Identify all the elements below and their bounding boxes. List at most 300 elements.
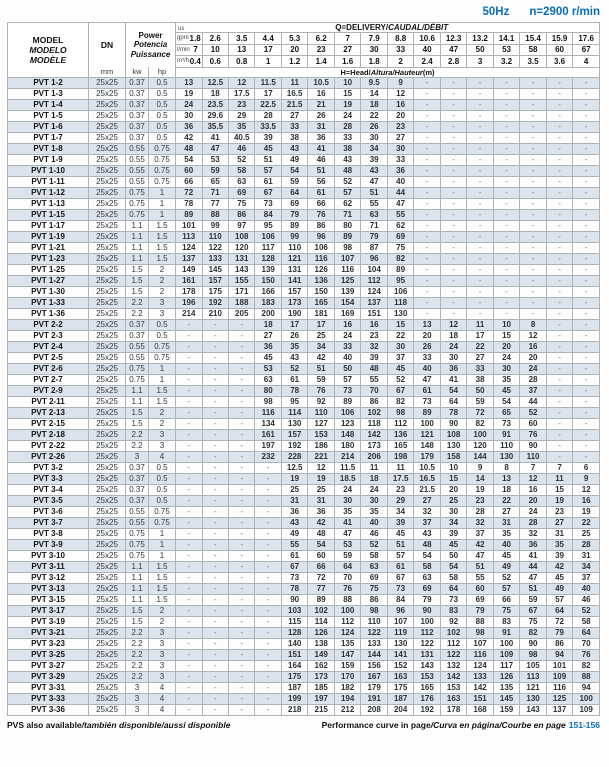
head-value-cell: 31 — [308, 495, 334, 506]
table-row — [8, 352, 600, 363]
table-row — [8, 407, 600, 418]
hp-cell: 3 — [149, 429, 176, 440]
head-value-cell: 136 — [308, 275, 334, 286]
head-value-cell: 89 — [334, 231, 360, 242]
empty-cell: - — [414, 220, 440, 231]
head-value-cell: 24 — [334, 484, 360, 495]
head-value-cell: 35 — [361, 506, 387, 517]
head-value-cell: 112 — [361, 275, 387, 286]
empty-cell: - — [573, 198, 600, 209]
hp-cell: 0.5 — [149, 121, 176, 132]
empty-cell: - — [176, 495, 202, 506]
hp-cell: 1 — [149, 187, 176, 198]
hp-cell: 0.5 — [149, 132, 176, 143]
head-value-cell: 69 — [281, 198, 307, 209]
head-value-cell: 20 — [493, 341, 519, 352]
head-value-cell: 16 — [361, 319, 387, 330]
head-value-cell: 41 — [334, 517, 360, 528]
head-value-cell: 19 — [334, 99, 360, 110]
empty-cell: - — [493, 242, 519, 253]
empty-cell: - — [228, 385, 254, 396]
model-cell: PVT 1-33 — [8, 297, 89, 308]
head-value-cell: 51 — [467, 561, 493, 572]
head-value-cell: 71 — [202, 187, 228, 198]
dn-cell: 25x25 — [89, 231, 126, 242]
empty-cell: - — [440, 286, 466, 297]
empty-cell: - — [414, 176, 440, 187]
head-value-cell: 52 — [520, 407, 546, 418]
head-value-cell: 66 — [308, 561, 334, 572]
empty-cell: - — [573, 396, 600, 407]
empty-cell: - — [573, 88, 600, 99]
model-cell: PVT 3-31 — [8, 682, 89, 693]
empty-cell: - — [546, 198, 572, 209]
head-value-cell: 72 — [176, 187, 202, 198]
table-row — [8, 77, 600, 88]
empty-cell: - — [440, 242, 466, 253]
head-value-cell: 157 — [202, 275, 228, 286]
head-value-cell: 73 — [281, 572, 307, 583]
head-value-cell: 88 — [334, 594, 360, 605]
dn-cell: 25x25 — [89, 704, 126, 715]
head-value-cell: 48 — [308, 528, 334, 539]
head-value-cell: 131 — [281, 264, 307, 275]
head-value-cell: 18 — [493, 484, 519, 495]
table-row — [8, 264, 600, 275]
units-row — [8, 67, 600, 77]
empty-cell: - — [176, 385, 202, 396]
head-value-cell: 10 — [493, 319, 519, 330]
head-value-cell: 151 — [467, 693, 493, 704]
head-value-cell: 96 — [361, 253, 387, 264]
head-value-cell: 33.5 — [255, 121, 281, 132]
table-row — [8, 286, 600, 297]
empty-cell: - — [546, 209, 572, 220]
head-value-cell: 78 — [281, 583, 307, 594]
head-value-cell: 163 — [387, 671, 413, 682]
head-value-cell: 62 — [387, 220, 413, 231]
model-cell: PVT 1-3 — [8, 88, 89, 99]
head-value-cell: 165 — [414, 682, 440, 693]
empty-cell: - — [520, 132, 546, 143]
head-value-cell: 139 — [255, 264, 281, 275]
empty-cell: - — [546, 275, 572, 286]
empty-cell: - — [176, 407, 202, 418]
dn-cell: 25x25 — [89, 693, 126, 704]
head-value-cell: 23.5 — [202, 99, 228, 110]
head-value-cell: 79 — [361, 231, 387, 242]
hp-cell: 3 — [149, 627, 176, 638]
empty-cell: - — [493, 154, 519, 165]
head-value-cell: 49 — [281, 154, 307, 165]
head-value-cell: 165 — [387, 440, 413, 451]
head-value-cell: 25 — [281, 484, 307, 495]
empty-cell: - — [493, 209, 519, 220]
head-value-cell: 35 — [493, 374, 519, 385]
head-value-cell: 65 — [202, 176, 228, 187]
head-value-cell: 18 — [255, 319, 281, 330]
empty-cell: - — [202, 539, 228, 550]
head-value-cell: 102 — [308, 605, 334, 616]
empty-cell: - — [440, 176, 466, 187]
head-value-cell: 29.6 — [202, 110, 228, 121]
empty-cell: - — [520, 253, 546, 264]
head-value-cell: 46 — [228, 143, 254, 154]
dn-cell: 25x25 — [89, 352, 126, 363]
head-value-cell: 39 — [361, 154, 387, 165]
head-value-cell: 104 — [361, 264, 387, 275]
head-value-cell: 82 — [467, 418, 493, 429]
head-value-cell: 108 — [228, 231, 254, 242]
head-value-cell: 122 — [414, 638, 440, 649]
dn-cell: 25x25 — [89, 407, 126, 418]
head-value-cell: 83 — [440, 605, 466, 616]
head-value-cell: 52 — [387, 374, 413, 385]
head-value-cell: 121 — [414, 429, 440, 440]
empty-cell: - — [176, 539, 202, 550]
dn-cell: 25x25 — [89, 495, 126, 506]
head-value-cell: 30 — [493, 363, 519, 374]
table-row — [8, 484, 600, 495]
model-cell: PVT 1-9 — [8, 154, 89, 165]
table-row — [8, 187, 600, 198]
model-cell: PVT 1-25 — [8, 264, 89, 275]
empty-cell: - — [228, 374, 254, 385]
table-body — [8, 77, 600, 715]
empty-cell: - — [414, 275, 440, 286]
head-value-cell: 12 — [308, 462, 334, 473]
table-row — [8, 330, 600, 341]
table-row — [8, 495, 600, 506]
empty-cell: - — [202, 319, 228, 330]
head-value-cell: 11 — [361, 462, 387, 473]
head-value-cell: 86 — [361, 594, 387, 605]
empty-cell: - — [546, 308, 572, 319]
model-cell: PVT 3-10 — [8, 550, 89, 561]
table-row — [8, 154, 600, 165]
model-cell: PVT 2-15 — [8, 418, 89, 429]
head-value-cell: 61 — [255, 176, 281, 187]
gpm-unit-cell — [176, 33, 202, 45]
empty-cell: - — [520, 231, 546, 242]
head-value-cell: 57 — [387, 550, 413, 561]
empty-cell: - — [440, 297, 466, 308]
head-value-cell: 156 — [361, 660, 387, 671]
empty-cell: - — [176, 638, 202, 649]
head-value-cell: 110 — [308, 407, 334, 418]
head-value-cell: 45 — [546, 572, 572, 583]
flow-m3h-value: 1.4 — [308, 56, 334, 68]
head-value-cell: 15 — [334, 88, 360, 99]
empty-cell: - — [255, 616, 281, 627]
table-row — [8, 616, 600, 627]
model-cell: PVT 3-12 — [8, 572, 89, 583]
head-value-cell: 61 — [414, 385, 440, 396]
empty-cell: - — [176, 374, 202, 385]
table-row — [8, 594, 600, 605]
table-row — [8, 561, 600, 572]
head-value-cell: 123 — [334, 418, 360, 429]
kw-cell: 1.1 — [126, 594, 149, 605]
empty-cell: - — [573, 154, 600, 165]
kw-cell: 0.37 — [126, 77, 149, 88]
empty-cell: - — [414, 187, 440, 198]
empty-cell: - — [202, 704, 228, 715]
kw-cell: 0.37 — [126, 88, 149, 99]
head-value-cell: 148 — [334, 429, 360, 440]
head-value-cell: 215 — [308, 704, 334, 715]
head-value-cell: 35.5 — [202, 121, 228, 132]
lmin-unit-cell — [176, 44, 202, 56]
head-value-cell: 137 — [176, 253, 202, 264]
empty-cell: - — [202, 682, 228, 693]
head-value-cell: 98 — [467, 627, 493, 638]
empty-cell: - — [255, 671, 281, 682]
empty-cell: - — [176, 341, 202, 352]
head-value-cell: 24 — [520, 363, 546, 374]
dn-cell: 25x25 — [89, 110, 126, 121]
head-value-cell: 45 — [493, 550, 519, 561]
head-value-cell: 159 — [493, 704, 519, 715]
dn-cell: 25x25 — [89, 561, 126, 572]
head-value-cell: 18 — [202, 88, 228, 99]
kw-cell: 2.2 — [126, 429, 149, 440]
kw-cell: 0.75 — [126, 363, 149, 374]
flow-m3h-value: 3 — [467, 56, 493, 68]
head-value-cell: 155 — [228, 275, 254, 286]
empty-cell: - — [546, 297, 572, 308]
hp-cell: 0.75 — [149, 341, 176, 352]
empty-cell: - — [573, 77, 600, 88]
kw-cell: 1.1 — [126, 242, 149, 253]
empty-cell: - — [440, 231, 466, 242]
empty-cell: - — [493, 77, 519, 88]
head-value-cell: 39 — [255, 132, 281, 143]
head-value-cell: 58 — [414, 561, 440, 572]
head-value-cell: 179 — [414, 451, 440, 462]
head-value-cell: 20 — [440, 484, 466, 495]
head-value-cell: 7 — [520, 462, 546, 473]
head-value-cell: 42 — [467, 539, 493, 550]
model-cell: PVT 3-15 — [8, 594, 89, 605]
table-row — [8, 319, 600, 330]
empty-cell: - — [520, 121, 546, 132]
head-value-cell: 141 — [281, 275, 307, 286]
head-value-cell: 167 — [361, 671, 387, 682]
empty-cell: - — [176, 616, 202, 627]
empty-cell: - — [414, 77, 440, 88]
head-value-cell: 80 — [334, 220, 360, 231]
head-value-cell: 18.5 — [334, 473, 360, 484]
head-value-cell: 190 — [281, 308, 307, 319]
head-value-cell: 65 — [493, 407, 519, 418]
head-value-cell: 100 — [493, 638, 519, 649]
head-value-cell: 86 — [361, 396, 387, 407]
head-value-cell: 35 — [228, 121, 254, 132]
head-value-cell: 86 — [228, 209, 254, 220]
head-value-cell: 199 — [281, 693, 307, 704]
empty-cell: - — [202, 451, 228, 462]
head-value-cell: 51 — [520, 583, 546, 594]
head-value-cell: 152 — [387, 660, 413, 671]
hp-cell: 3 — [149, 297, 176, 308]
empty-cell: - — [493, 143, 519, 154]
head-value-cell: 19 — [467, 484, 493, 495]
head-value-cell: 90 — [520, 440, 546, 451]
table-row — [8, 528, 600, 539]
empty-cell: - — [467, 308, 493, 319]
dn-cell: 25x25 — [89, 682, 126, 693]
hp-cell: 2 — [149, 286, 176, 297]
empty-cell: - — [493, 220, 519, 231]
head-value-cell: 15 — [387, 319, 413, 330]
empty-cell: - — [573, 385, 600, 396]
head-value-cell: 25 — [440, 495, 466, 506]
dn-cell: 25x25 — [89, 308, 126, 319]
dn-cell: 25x25 — [89, 506, 126, 517]
head-value-cell: 181 — [308, 308, 334, 319]
model-cell: PVT 3-4 — [8, 484, 89, 495]
empty-cell: - — [520, 110, 546, 121]
m3h-unit-cell — [176, 56, 202, 68]
empty-cell: - — [467, 209, 493, 220]
head-value-cell: 72 — [467, 407, 493, 418]
head-value-cell: 89 — [387, 264, 413, 275]
dn-cell: 25x25 — [89, 605, 126, 616]
head-value-cell: 180 — [334, 440, 360, 451]
empty-cell: - — [202, 627, 228, 638]
flow-lmin-value: 40 — [414, 44, 440, 56]
lmin-first-value: 7 — [193, 45, 198, 55]
flow-m3h-value: 3.6 — [546, 56, 572, 68]
empty-cell: - — [228, 473, 254, 484]
flow-gpm-value: 8.8 — [387, 33, 413, 45]
head-value-cell: 51 — [308, 363, 334, 374]
table-row — [8, 385, 600, 396]
head-value-cell: 7 — [546, 462, 572, 473]
dn-cell: 25x25 — [89, 440, 126, 451]
model-column-header: MODEL MODELO MODÈLE — [8, 23, 89, 78]
head-value-cell: 69 — [387, 231, 413, 242]
hp-cell: 3 — [149, 660, 176, 671]
table-row — [8, 396, 600, 407]
head-value-cell: 11.5 — [334, 462, 360, 473]
head-value-cell: 169 — [334, 308, 360, 319]
head-value-cell: 40 — [573, 583, 600, 594]
head-value-cell: 121 — [281, 253, 307, 264]
empty-cell: - — [176, 319, 202, 330]
head-value-cell: 79 — [281, 209, 307, 220]
empty-cell: - — [202, 660, 228, 671]
head-value-cell: 6 — [573, 462, 600, 473]
empty-cell: - — [440, 220, 466, 231]
us-unit-label: us — [178, 26, 185, 32]
hp-cell: 1.5 — [149, 385, 176, 396]
head-value-cell: 194 — [334, 693, 360, 704]
head-value-cell: 69 — [467, 594, 493, 605]
head-value-cell: 103 — [281, 605, 307, 616]
head-value-cell: 53 — [334, 539, 360, 550]
empty-cell: - — [467, 286, 493, 297]
head-value-cell: 117 — [255, 242, 281, 253]
empty-cell: - — [493, 88, 519, 99]
head-value-cell: 33 — [387, 154, 413, 165]
dn-cell: 25x25 — [89, 341, 126, 352]
head-value-cell: 59 — [202, 165, 228, 176]
empty-cell: - — [467, 165, 493, 176]
head-value-cell: 32 — [467, 517, 493, 528]
head-value-cell: 21 — [308, 99, 334, 110]
empty-cell: - — [414, 264, 440, 275]
head-value-cell: 18 — [361, 99, 387, 110]
head-value-cell: 176 — [414, 693, 440, 704]
dn-column-header: DN — [89, 23, 126, 68]
table-row — [8, 121, 600, 132]
head-value-cell: 86 — [308, 220, 334, 231]
flow-gpm-value: 4.4 — [255, 33, 281, 45]
head-value-cell: 34 — [440, 517, 466, 528]
empty-cell: - — [176, 627, 202, 638]
empty-cell: - — [228, 451, 254, 462]
head-value-cell: 51 — [361, 187, 387, 198]
empty-cell: - — [176, 572, 202, 583]
model-cell: PVT 3-36 — [8, 704, 89, 715]
head-value-cell: 137 — [361, 297, 387, 308]
head-value-cell: 19 — [281, 473, 307, 484]
dn-cell: 25x25 — [89, 572, 126, 583]
table-row — [8, 418, 600, 429]
model-cell: PVT 3-3 — [8, 473, 89, 484]
empty-cell: - — [440, 308, 466, 319]
head-value-cell: 30 — [440, 506, 466, 517]
head-value-cell: 127 — [308, 418, 334, 429]
empty-cell: - — [255, 561, 281, 572]
head-value-cell: 48 — [361, 363, 387, 374]
dn-cell: 25x25 — [89, 451, 126, 462]
head-value-cell: 49 — [281, 528, 307, 539]
hp-cell: 1 — [149, 539, 176, 550]
head-value-cell: 69 — [228, 187, 254, 198]
empty-cell: - — [176, 550, 202, 561]
table-row — [8, 363, 600, 374]
kw-cell: 1.1 — [126, 253, 149, 264]
flow-m3h-value: 1.6 — [334, 56, 360, 68]
empty-cell: - — [414, 132, 440, 143]
empty-cell: - — [414, 88, 440, 99]
head-value-cell: 145 — [493, 693, 519, 704]
head-value-cell: 186 — [308, 440, 334, 451]
head-value-cell: 101 — [176, 220, 202, 231]
head-value-cell: 88 — [202, 209, 228, 220]
model-cell: PVT 2-3 — [8, 330, 89, 341]
empty-cell: - — [414, 209, 440, 220]
head-value-cell: 159 — [334, 660, 360, 671]
empty-cell: - — [202, 583, 228, 594]
table-row — [8, 572, 600, 583]
head-value-cell: 35 — [334, 506, 360, 517]
head-value-cell: 89 — [176, 209, 202, 220]
empty-cell: - — [467, 77, 493, 88]
empty-cell: - — [493, 110, 519, 121]
kw-cell: 1.1 — [126, 220, 149, 231]
head-value-cell: 28 — [334, 121, 360, 132]
empty-cell: - — [228, 330, 254, 341]
hp-cell: 1 — [149, 374, 176, 385]
model-cell: PVT 1-21 — [8, 242, 89, 253]
head-value-cell: 112 — [387, 418, 413, 429]
empty-cell: - — [228, 605, 254, 616]
flow-m3h-value: 0.8 — [228, 56, 254, 68]
